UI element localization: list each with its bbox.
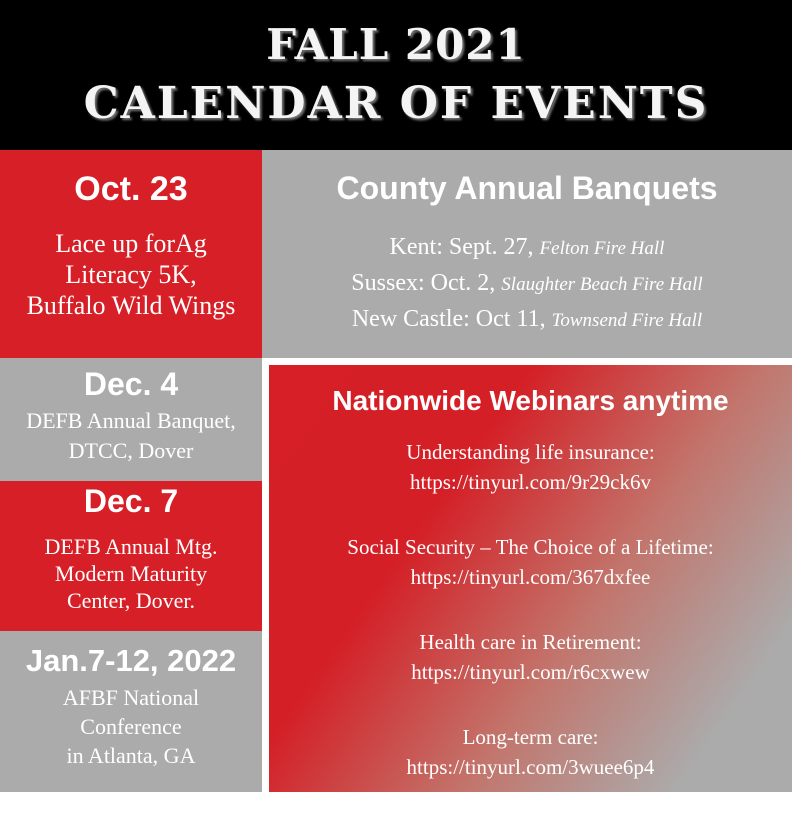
webinar-link[interactable]: https://tinyurl.com/3wuee6p4 [406, 755, 655, 779]
event-oct-23 [0, 150, 262, 358]
webinars-list [269, 437, 792, 817]
webinar-title: Health care in Retirement: [419, 630, 642, 654]
event-line: in Atlanta, GA [66, 743, 196, 768]
webinar-title: Social Security – The Choice of a Lifetime: [347, 535, 714, 559]
event-line: Lace up forAg [55, 229, 207, 258]
event-line: DEFB Annual Mtg. [44, 534, 218, 559]
webinar-title: Understanding life insurance: [406, 440, 655, 464]
event-line: AFBF National [62, 685, 200, 710]
webinars-panel [269, 365, 792, 792]
county-banquets-panel [262, 150, 792, 358]
event-line: Modern Maturity [54, 561, 208, 586]
county-banquet-row [262, 230, 792, 266]
event-dec-4 [0, 358, 262, 481]
event-line: DTCC, Dover [68, 438, 194, 463]
county-banquet-row [262, 302, 792, 338]
webinar-link[interactable]: https://tinyurl.com/r6cxwew [411, 660, 650, 684]
event-description [0, 533, 262, 614]
webinar-link[interactable]: https://tinyurl.com/9r29ck6v [410, 470, 651, 494]
county-banquet-venue: Townsend Fire Hall [551, 310, 703, 331]
webinar-item [269, 627, 792, 687]
county-banquet-date: New Castle: Oct 11, [351, 306, 546, 332]
county-banquet-venue: Felton Fire Hall [539, 238, 665, 259]
webinars-title: Nationwide Webinars anytime [332, 385, 729, 416]
event-date: Dec. 4 [83, 366, 179, 402]
county-banquet-date: Kent: Sept. 27, [389, 234, 534, 260]
event-dec-7 [0, 481, 262, 631]
header-title-line2: CALENDAR OF EVENTS [83, 78, 709, 129]
event-line: Conference [80, 714, 182, 739]
event-line: Center, Dover. [66, 588, 196, 613]
webinar-item [269, 532, 792, 592]
event-jan-7-12 [0, 631, 262, 792]
event-line: DEFB Annual Banquet, [26, 408, 236, 433]
event-description [0, 228, 262, 321]
event-date: Dec. 7 [83, 483, 179, 519]
county-banquet-venue: Slaughter Beach Fire Hall [501, 274, 703, 295]
header-banner [0, 0, 792, 150]
county-banquet-date: Sussex: Oct. 2, [351, 270, 496, 296]
event-date: Jan.7-12, 2022 [25, 643, 237, 678]
webinar-item [269, 437, 792, 497]
event-date: Oct. 23 [74, 170, 188, 208]
webinar-title: Long-term care: [462, 725, 599, 749]
county-banquets-title: County Annual Banquets [336, 170, 718, 206]
webinar-link[interactable]: https://tinyurl.com/367dxfee [410, 565, 651, 589]
county-banquet-row [262, 266, 792, 302]
event-description [0, 406, 262, 466]
webinar-item [269, 722, 792, 782]
event-description [0, 683, 262, 770]
event-line: Buffalo Wild Wings [26, 291, 236, 320]
header-title-line1: FALL 2021 [266, 20, 526, 69]
event-line: Literacy 5K, [65, 260, 197, 289]
county-banquets-list [262, 230, 792, 338]
